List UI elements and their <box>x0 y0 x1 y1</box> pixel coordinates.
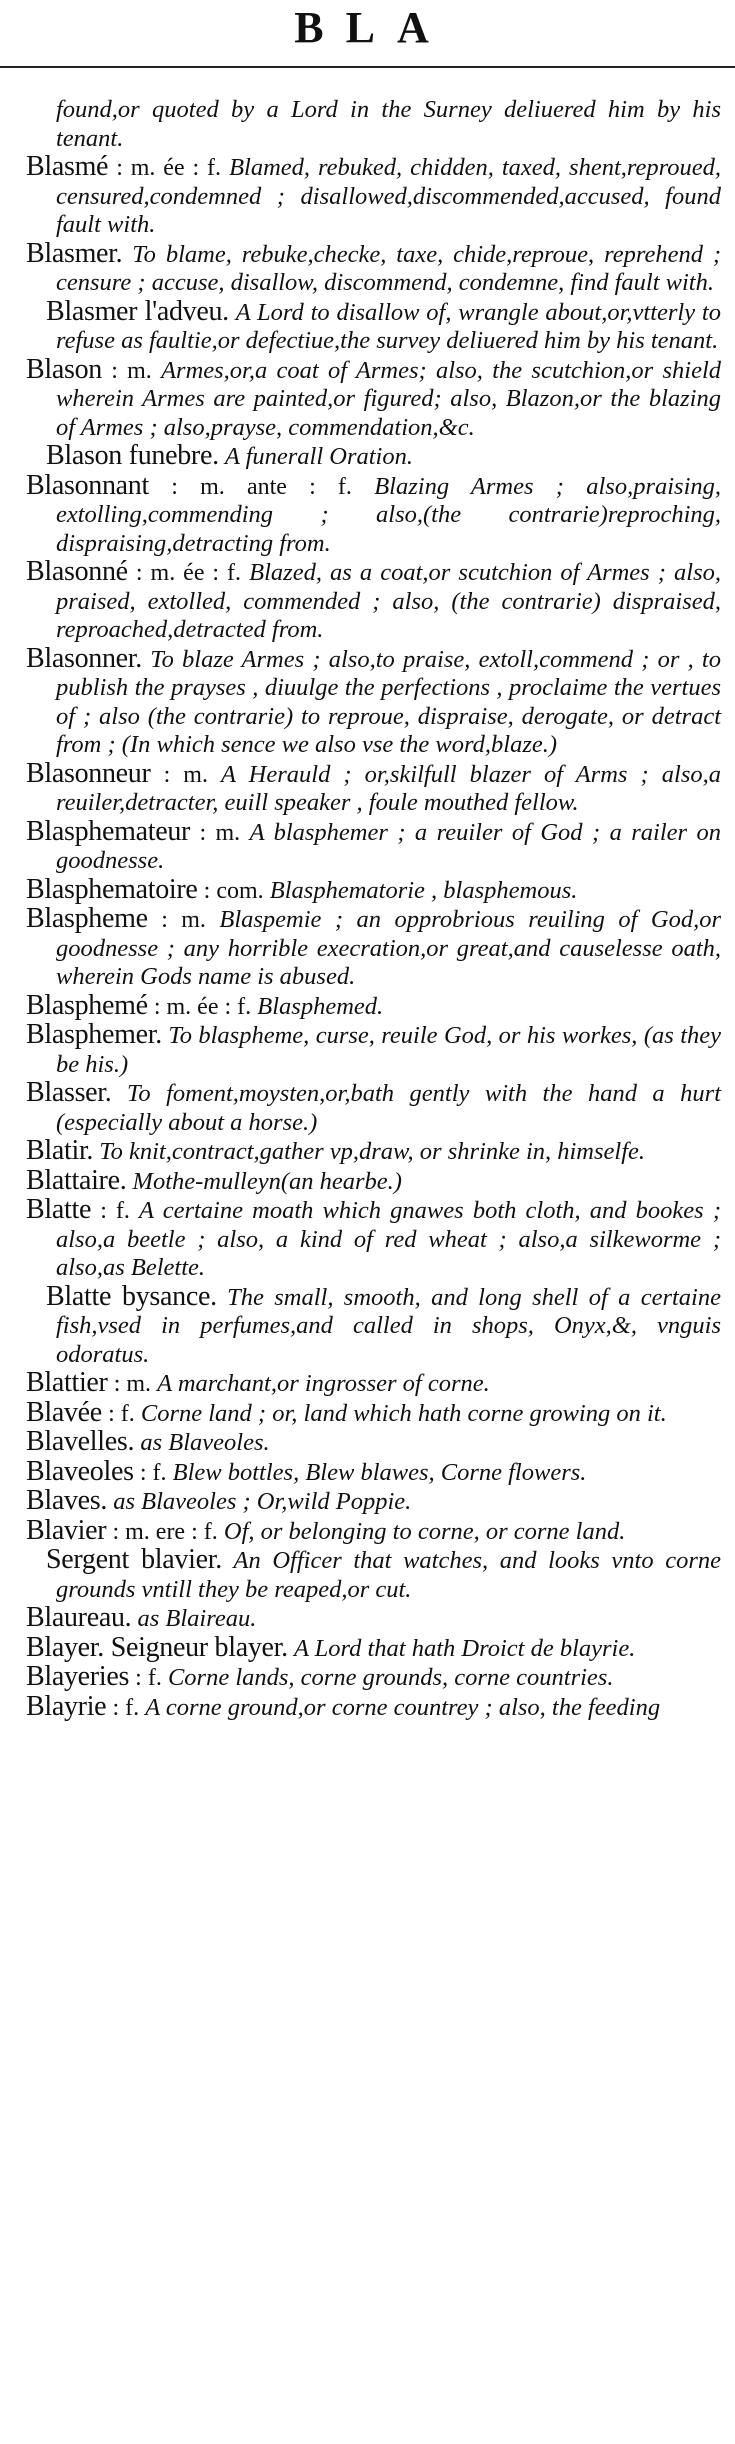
definition: To foment,moysten,or,bath gently with the hand a hurt (especially about a horse.) <box>56 1080 721 1136</box>
definition: To knit,contract,gather vp,draw, or shrinke in, himselfe. <box>99 1138 646 1165</box>
definition: Blasphemed. <box>257 992 384 1020</box>
grammar-label: : f. <box>112 1694 140 1721</box>
dictionary-entry <box>0 1487 735 1517</box>
headword: Blasphemateur <box>26 815 191 847</box>
headword: Blayeries <box>26 1661 130 1692</box>
definition: The small, smooth, and long shell of a certaine fish,vsed in perfumes,and called in shops, Onyx,&, vnguis odoratus. <box>56 1283 721 1368</box>
definition: An Officer that watches, and looks vnto corne grounds vntill they be reaped,or cut. <box>56 1547 721 1603</box>
definition: Blamed, rebuked, chidden, taxed, shent,reproued, censured,condemned ; disallowed,discommended,accused, found fault with. <box>56 154 722 238</box>
dictionary-entry <box>0 353 735 443</box>
dictionary-entry <box>0 1455 735 1488</box>
grammar-label: : m. ée : f. <box>116 155 222 181</box>
entry-list <box>0 96 735 1722</box>
sub-entry <box>0 442 735 472</box>
headword: Blayrie <box>26 1690 107 1722</box>
definition: A corne ground,or corne countrey ; also, the feeding <box>145 1693 661 1721</box>
headword: Blatte <box>26 1194 92 1225</box>
definition: found,or quoted by a Lord in the Surney deliuered him by his tenant. <box>56 96 721 152</box>
dictionary-entry <box>0 905 735 992</box>
headword: Blaves. <box>26 1485 108 1516</box>
definition: Corne lands, corne grounds, corne countries. <box>167 1664 614 1691</box>
definition: Armes,or,a coat of Armes; also, the scutchion,or shield wherein Armes are painted,or figured; also, Blazon,or the blazing of Armes ; also,prayse, commendation,&c. <box>56 356 722 441</box>
definition: as Blaireau. <box>137 1605 257 1632</box>
grammar-label: : f. <box>108 1400 135 1427</box>
headword: Blasmer. <box>26 237 123 269</box>
headword: Blattaire. <box>26 1164 127 1196</box>
definition: Corne land ; or, land which hath corne growing on it. <box>140 1399 667 1427</box>
definition: To blame, rebuke,checke, taxe, chide,reproue, reprehend ; censure ; accuse, disallow, discommend, condemne, find fault with. <box>56 240 722 296</box>
dictionary-entry <box>0 642 735 760</box>
headword: Blaspheme <box>26 903 148 934</box>
grammar-label: : f. <box>139 1459 167 1486</box>
grammar-label: : m. <box>161 907 206 933</box>
definition: Blew bottles, Blew blawes, Corne flowers. <box>172 1458 587 1486</box>
headword: Blatte bysance. <box>46 1280 217 1312</box>
dictionary-entry <box>0 1631 735 1664</box>
headword: Blasonné <box>26 556 128 587</box>
definition: A funerall Oration. <box>224 443 413 470</box>
definition: To blaze Armes ; also,to praise, extoll,commend ; or , to publish the prayses , diuulge the perfections , proclaime the vertues of ; also (the contrarie) to reproue, dispraise, derogate, or detract from ; (In which sence we also vse the word,blaze.) <box>56 645 721 758</box>
definition: A Herauld ; or,skilfull blazer of Arms ; also,a reuiler,detracter, euill speaker , foule mouthed fellow. <box>56 760 721 816</box>
grammar-label: : m. ée : f. <box>135 560 242 586</box>
dictionary-entry <box>0 469 735 559</box>
headword: Blasser. <box>26 1077 112 1108</box>
dictionary-entry <box>0 1137 735 1167</box>
sub-entry <box>0 295 735 356</box>
definition: as Blaveoles. <box>140 1429 270 1456</box>
headword: Blattier <box>26 1367 108 1398</box>
headword: Blavée <box>26 1396 102 1428</box>
headword: Blasonner. <box>26 642 142 674</box>
dictionary-entry <box>0 1428 735 1458</box>
dictionary-entry <box>0 989 735 1022</box>
dictionary-entry <box>0 1164 735 1197</box>
header-rule <box>0 66 735 68</box>
dictionary-entry <box>0 757 735 818</box>
grammar-label: : m. ante : f. <box>171 473 352 500</box>
grammar-label: : m. <box>199 819 241 846</box>
definition: A marchant,or ingrosser of corne. <box>157 1370 490 1397</box>
dictionary-entry <box>0 1514 735 1547</box>
definition: Blazing Armes ; also,praising, extolling,commending ; also,(the contrarie)reproching, dispraising,detracting from. <box>56 472 722 557</box>
dictionary-entry <box>0 1369 735 1399</box>
sub-entry <box>0 1546 735 1604</box>
headword: Blasonnant <box>26 469 149 501</box>
running-head: BLA <box>294 3 451 52</box>
grammar-label: : m. <box>113 1371 152 1397</box>
dictionary-entry <box>0 558 735 645</box>
grammar-label: : com. <box>203 877 264 904</box>
dictionary-entry <box>0 1021 735 1079</box>
grammar-label: : f. <box>100 1198 130 1224</box>
grammar-label: : m. ere : f. <box>112 1518 218 1545</box>
dictionary-entry <box>0 1396 735 1429</box>
headword: Blasphematoire <box>26 873 198 905</box>
dictionary-entry <box>0 153 735 240</box>
headword: Blaureau. <box>26 1602 132 1633</box>
definition: Blaspemie ; an opprobrious reuiling of God,or goodnesse ; any horrible execration,or great,and causelesse oath, wherein Gods name is abused. <box>56 906 722 990</box>
dictionary-entry <box>0 1690 735 1723</box>
dictionary-entry <box>0 1079 735 1137</box>
headword: Blason <box>26 353 102 385</box>
dictionary-entry <box>0 873 735 906</box>
dictionary-entry <box>0 1604 735 1634</box>
dictionary-entry <box>0 1663 735 1693</box>
headword: Blasphemer. <box>26 1019 162 1050</box>
headword: Blavier <box>26 1514 107 1546</box>
dictionary-entry <box>0 815 735 876</box>
headword: Blaveoles <box>26 1455 134 1487</box>
definition: A certaine moath which gnawes both cloth, and bookes ; also,a beetle ; also, a kind of red wheat ; also,a silkeworme ; also,as Belette. <box>56 1197 721 1281</box>
headword: Blasphemé <box>26 989 148 1021</box>
grammar-label: : m. <box>163 761 208 788</box>
grammar-label: : m. ée : f. <box>153 993 252 1020</box>
sub-entry <box>0 1280 735 1370</box>
headword: Sergent blavier. <box>46 1544 222 1575</box>
headword: Blason funebre. <box>46 440 219 471</box>
grammar-label: : f. <box>135 1665 162 1691</box>
headword: Blasmer l'adveu. <box>46 295 229 327</box>
definition: A Lord that hath Droict de blayrie. <box>293 1634 636 1662</box>
definition: To blaspheme, curse, reuile God, or his workes, (as they be his.) <box>56 1022 721 1078</box>
headword: Blasonneur <box>26 757 151 789</box>
dictionary-entry <box>0 1196 735 1283</box>
definition: Mothe-mulleyn(an hearbe.) <box>132 1167 402 1195</box>
definition: as Blaveoles ; Or,wild Poppie. <box>113 1488 412 1515</box>
headword: Blatir. <box>26 1135 94 1166</box>
dictionary-entry <box>0 237 735 298</box>
grammar-label: : m. <box>111 357 152 384</box>
headword: Blayer. Seigneur blayer. <box>26 1631 288 1663</box>
definition: Of, or belonging to corne, or corne land. <box>223 1517 626 1545</box>
definition: A Lord to disallow of, wrangle about,or,vtterly to refuse as faultie,or defectiue,the survey deliuered him by his tenant. <box>56 298 721 354</box>
continued-entry <box>0 96 735 153</box>
headword: Blasmé <box>26 151 109 182</box>
headword: Blavelles. <box>26 1426 135 1457</box>
definition: Blazed, as a coat,or scutchion of Armes ; also, praised, extolled, commended ; also, (the contrarie) dispraised, reproached,detracted from. <box>56 559 722 643</box>
definition: Blasphematorie , blasphemous. <box>269 876 578 904</box>
definition: A blasphemer ; a reuiler of God ; a railer on goodnesse. <box>56 818 722 874</box>
